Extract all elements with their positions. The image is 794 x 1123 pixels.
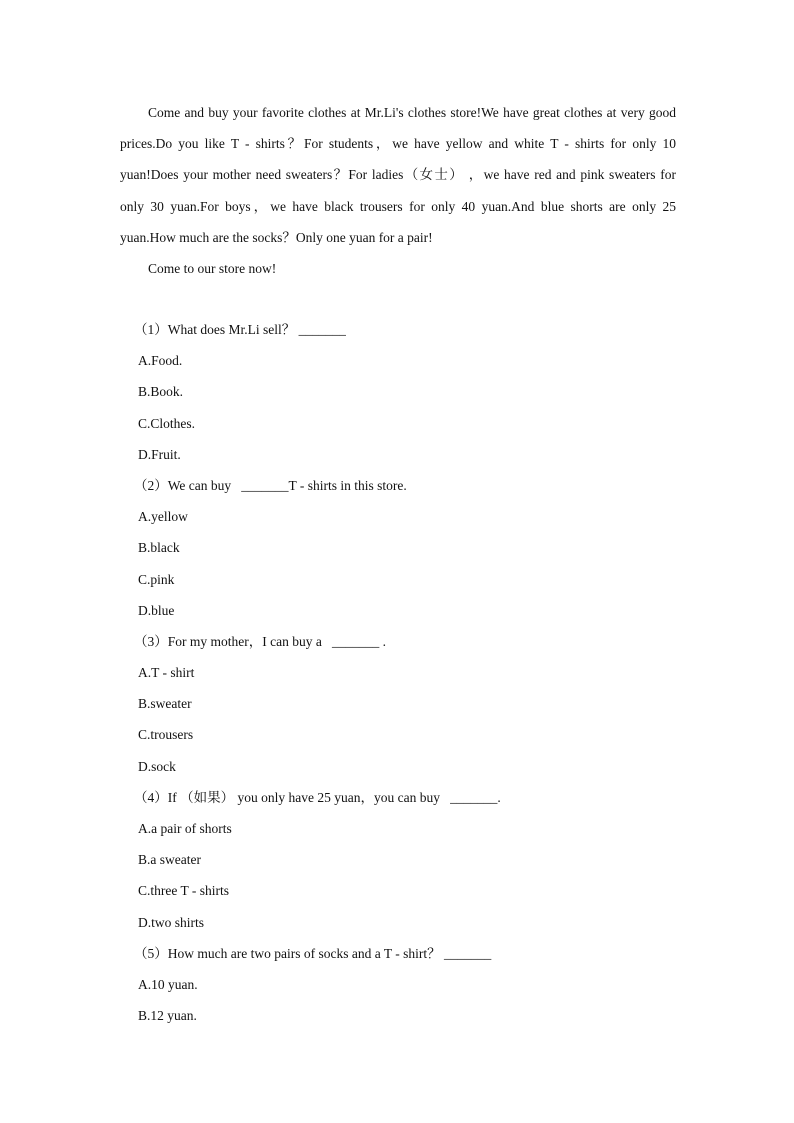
answer-option: A.Food. bbox=[138, 353, 183, 369]
answer-option: A.yellow bbox=[138, 509, 188, 525]
question-stem: （5）How much are two pairs of socks and a T - shirt？ _______ bbox=[134, 945, 492, 961]
answer-option: C.Clothes. bbox=[138, 415, 196, 431]
answer-option: D.Fruit. bbox=[138, 446, 181, 462]
answer-option: C.three T - shirts bbox=[138, 883, 229, 899]
answer-option: A.a pair of shorts bbox=[138, 821, 232, 836]
passage-paragraph: Come and buy your favorite clothes at Mr.Li's clothes store!We have great clothes at very good prices.Do you like T - shirts？For students，we have yellow and white T - shirts for only 10 yuan!Does your mother need sweaters？For ladies（女士） ，we have red and pink sweaters for only 30 yuan.For boys，we have black trousers for only 40 yuan.And blue shorts are only 25 yuan.How much are the socks？Only one yuan for a pair! bbox=[120, 105, 676, 245]
answer-option: B.12 yuan. bbox=[138, 1008, 197, 1024]
passage-closing-line: Come to our store now! bbox=[148, 261, 277, 277]
answer-option: B.sweater bbox=[138, 696, 192, 712]
question-list bbox=[134, 314, 678, 1031]
question-stem: （2）We can buy _______T - shirts in this store. bbox=[134, 477, 407, 493]
answer-option: B.Book. bbox=[138, 384, 184, 400]
answer-option: D.two shirts bbox=[138, 914, 205, 930]
answer-option: A.T - shirt bbox=[138, 665, 195, 681]
question-stem: （3）For my mother，I can buy a _______ . bbox=[134, 633, 386, 649]
answer-option: D.blue bbox=[138, 602, 175, 618]
question-stem: （4）If （如果） you only have 25 yuan，you can buy _______. bbox=[134, 789, 501, 805]
answer-option: C.pink bbox=[138, 571, 175, 587]
answer-option: D.sock bbox=[138, 758, 176, 774]
answer-option: C.trousers bbox=[138, 727, 194, 743]
question-stem: （1）What does Mr.Li sell？ _______ bbox=[134, 322, 346, 337]
answer-option: B.a sweater bbox=[138, 852, 201, 868]
answer-option: B.black bbox=[138, 540, 180, 556]
answer-option: A.10 yuan. bbox=[138, 976, 198, 992]
reading-passage bbox=[120, 97, 676, 284]
